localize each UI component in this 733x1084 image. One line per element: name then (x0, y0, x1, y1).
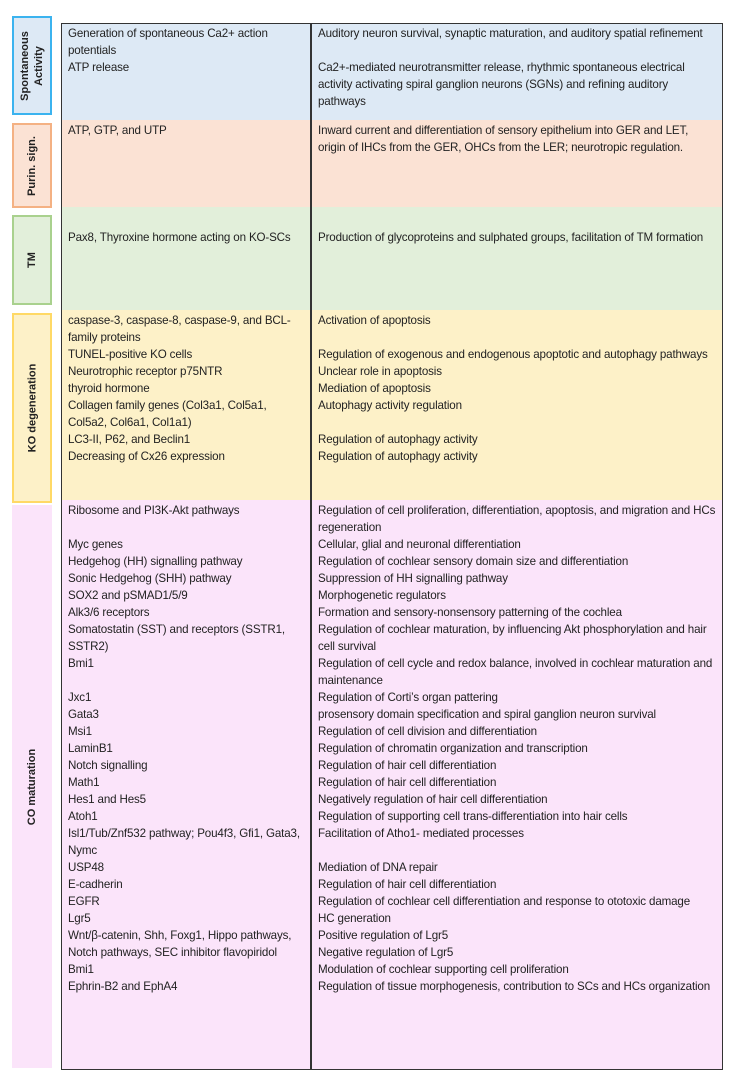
section-tm (61, 207, 723, 310)
factor-cell: LaminB1 (68, 742, 113, 755)
factor-cell: Somatostatin (SST) and receptors (SSTR1, SSTR2) (68, 623, 285, 653)
factor-cell: Alk3/6 receptors (68, 606, 150, 619)
table-row (61, 655, 723, 689)
function-cell: Regulation of hair cell differentiation (318, 776, 497, 789)
table-row (61, 893, 723, 910)
factor-cell: Math1 (68, 776, 100, 789)
function-cell: Facilitation of Atho1- mediated processes (318, 827, 524, 840)
table-row (61, 825, 723, 859)
table-row (61, 502, 723, 536)
table-row (61, 910, 723, 927)
factor-cell: Isl1/Tub/Znf532 pathway; Pou4f3, Gfi1, Gata3, Nymc (68, 827, 300, 857)
factor-cell: Msi1 (68, 725, 92, 738)
factor-cell: Gata3 (68, 708, 99, 721)
function-cell: Regulation of cochlear maturation, by influencing Akt phosphorylation and hair cell survival (318, 623, 707, 653)
factor-cell: Wnt/β-catenin, Shh, Foxg1, Hippo pathways, (68, 929, 292, 942)
table-row (61, 553, 723, 570)
table-row (61, 570, 723, 587)
factor-cell: Hes1 and Hes5 (68, 793, 146, 806)
table-row (61, 944, 723, 961)
factor-cell: E-cadherin (68, 878, 123, 891)
factor-cell: Pax8, Thyroxine hormone acting on KO-SCs (68, 231, 291, 244)
function-cell: Regulation of chromatin organization and transcription (318, 742, 588, 755)
function-cell: Formation and sensory-nonsensory patterning of the cochlea (318, 606, 622, 619)
factor-cell: SOX2 and pSMAD1/5/9 (68, 589, 188, 602)
function-cell: Regulation of Corti’s organ pattering (318, 691, 498, 704)
function-cell: HC generation (318, 912, 391, 925)
section-label-text: Purin. sign. (26, 135, 38, 196)
function-cell: Regulation of supporting cell trans-differentiation into hair cells (318, 810, 628, 823)
function-cell: Negatively regulation of hair cell differentiation (318, 793, 548, 806)
factor-cell: Lgr5 (68, 912, 91, 925)
section-co-maturation (61, 500, 723, 1070)
table-row (61, 723, 723, 740)
factor-cell: USP48 (68, 861, 104, 874)
table-row (61, 59, 723, 110)
function-cell: Mediation of DNA repair (318, 861, 438, 874)
function-cell: Negative regulation of Lgr5 (318, 946, 454, 959)
table-row (61, 689, 723, 706)
factor-cell: Generation of spontaneous Ca2+ action potentials (68, 27, 268, 57)
table-row (61, 229, 723, 246)
table-row (61, 791, 723, 808)
function-cell: Cellular, glial and neuronal differentiation (318, 538, 521, 551)
function-cell: Regulation of cell proliferation, differentiation, apoptosis, and migration and HCs regeneration (318, 504, 716, 534)
table-row (61, 961, 723, 978)
table-row (61, 122, 723, 156)
table-row (61, 978, 723, 995)
table-row (61, 706, 723, 723)
table-row (61, 808, 723, 825)
table-row (61, 621, 723, 655)
factor-cell: TUNEL-positive KO cells (68, 348, 193, 361)
function-cell: Regulation of tissue morphogenesis, contribution to SCs and HCs organization (318, 980, 711, 993)
function-cell: Auditory neuron survival, synaptic maturation, and auditory spatial refinement (318, 27, 703, 40)
function-cell: Regulation of cochlear cell differentiation and response to ototoxic damage (318, 895, 691, 908)
factor-cell: Sonic Hedgehog (SHH) pathway (68, 572, 232, 585)
table-row (61, 876, 723, 893)
section-label-text: KO degeneration (26, 363, 38, 453)
function-cell: Production of glycoproteins and sulphated groups, facilitation of TM formation (318, 231, 704, 244)
function-cell: Regulation of autophagy activity (318, 450, 478, 463)
table-row (61, 312, 723, 346)
function-cell: Unclear role in apoptosis (318, 365, 442, 378)
factor-cell: thyroid hormone (68, 382, 150, 395)
section-label-text: CO maturation (26, 748, 38, 825)
table-row (61, 363, 723, 380)
factor-cell: ATP release (68, 61, 130, 74)
factor-cell: EGFR (68, 895, 100, 908)
column-divider (310, 23, 312, 1070)
factor-cell: Bmi1 (68, 657, 94, 670)
function-cell: Ca2+-mediated neurotransmitter release, rhythmic spontaneous electrical activity activating spiral ganglion neurons (SGNs) and refining auditory pathways (318, 61, 685, 108)
function-cell: Regulation of cell cycle and redox balance, involved in cochlear maturation and maintenance (318, 657, 713, 687)
section-ko-degeneration (61, 310, 723, 500)
factor-cell: Neurotrophic receptor p75NTR (68, 365, 223, 378)
factor-cell: Hedgehog (HH) signalling pathway (68, 555, 243, 568)
function-cell: Regulation of hair cell differentiation (318, 878, 497, 891)
factor-cell: Collagen family genes (Col3a1, Col5a1, Col5a2, Col6a1, Col1a1) (68, 399, 267, 429)
table-row (61, 380, 723, 397)
function-cell: Positive regulation of Lgr5 (318, 929, 449, 942)
section-label-ko-degeneration (12, 313, 52, 503)
function-cell: Regulation of hair cell differentiation (318, 759, 497, 772)
table-row (61, 587, 723, 604)
factor-cell: caspase-3, caspase-8, caspase-9, and BCL-family proteins (68, 314, 291, 344)
factor-cell: ATP, GTP, and UTP (68, 124, 167, 137)
table-row (61, 536, 723, 553)
function-cell: prosensory domain specification and spiral ganglion neuron survival (318, 708, 656, 721)
function-cell: Activation of apoptosis (318, 314, 431, 327)
table-row (61, 448, 723, 465)
function-cell: Morphogenetic regulators (318, 589, 446, 602)
factor-cell: Bmi1 (68, 963, 94, 976)
factor-cell: Jxc1 (68, 691, 92, 704)
factor-cell: Decreasing of Cx26 expression (68, 450, 225, 463)
section-label-text: Spontaneous Activity (19, 30, 46, 101)
table-row (61, 397, 723, 431)
function-cell: Regulation of cell division and differentiation (318, 725, 537, 738)
section-purin-sign (61, 120, 723, 207)
factor-cell: Notch pathways, SEC inhibitor flavopiridol (68, 946, 277, 959)
factor-cell: Ribosome and PI3K-Akt pathways (68, 504, 240, 517)
table-row (61, 859, 723, 876)
function-cell: Regulation of autophagy activity (318, 433, 478, 446)
section-spontaneous-activity (61, 23, 723, 120)
section-label-purin-sign (12, 123, 52, 208)
table-row (61, 604, 723, 621)
factor-cell: Atoh1 (68, 810, 98, 823)
section-label-text: TM (25, 252, 38, 268)
function-cell: Regulation of cochlear sensory domain size and differentiation (318, 555, 629, 568)
function-cell: Mediation of apoptosis (318, 382, 431, 395)
table-row (61, 757, 723, 774)
function-cell: Autophagy activity regulation (318, 399, 462, 412)
function-cell: Suppression of HH signalling pathway (318, 572, 508, 585)
function-cell: Inward current and differentiation of sensory epithelium into GER and LET, origin of IHCs from the GER, OHCs from the LER; neurotropic regulation. (318, 124, 689, 154)
function-cell: Regulation of exogenous and endogenous apoptotic and autophagy pathways (318, 348, 708, 361)
factor-cell: LC3-II, P62, and Beclin1 (68, 433, 191, 446)
section-label-co-maturation (12, 505, 52, 1068)
factor-cell: Ephrin-B2 and EphA4 (68, 980, 178, 993)
factor-cell: Notch signalling (68, 759, 148, 772)
factor-cell: Myc genes (68, 538, 123, 551)
function-cell: Modulation of cochlear supporting cell proliferation (318, 963, 569, 976)
section-label-spontaneous-activity (12, 16, 52, 115)
table-row (61, 431, 723, 448)
table-row (61, 927, 723, 944)
table-row (61, 25, 723, 59)
table-row (61, 740, 723, 757)
section-label-tm (12, 215, 52, 305)
table-row (61, 346, 723, 363)
table-row (61, 774, 723, 791)
